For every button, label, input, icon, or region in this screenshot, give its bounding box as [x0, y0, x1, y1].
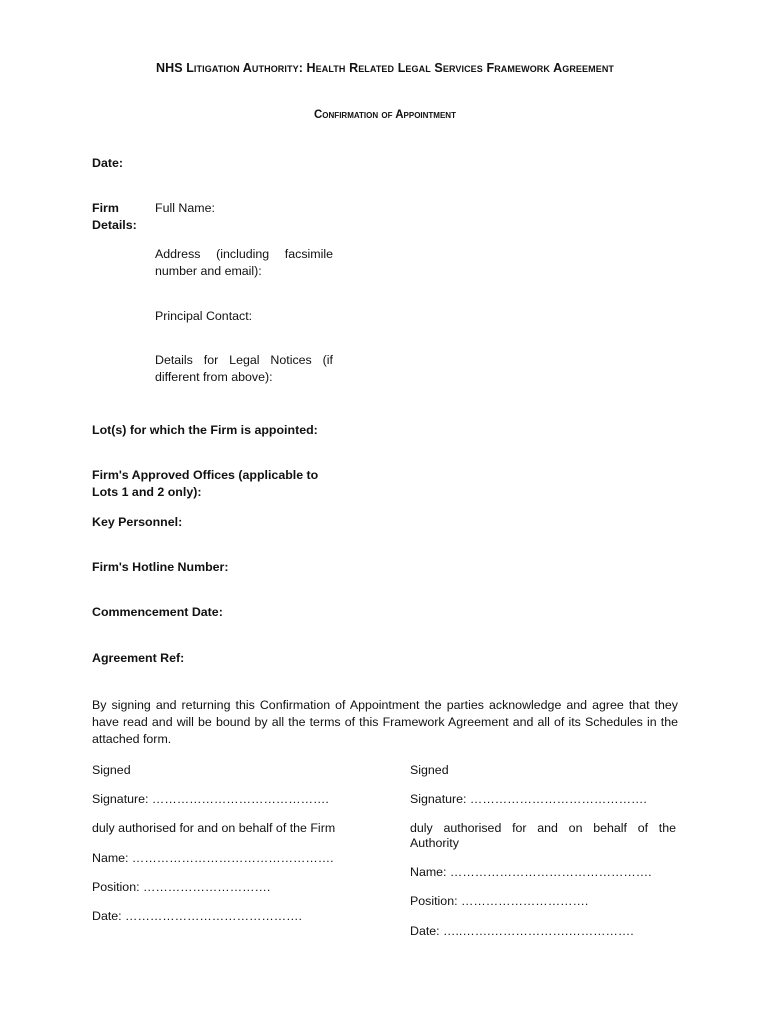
full-name-label: Full Name: [155, 201, 215, 215]
legal-notices-label-line1: Details for Legal Notices (if [155, 353, 333, 367]
firm-signature-line: Signature: ……………………………………. [92, 792, 329, 806]
acknowledgement-paragraph: By signing and returning this Confirmation of Appointment the parties acknowledge and agree that they have read and will be bound by all the terms of this Framework Agreement and all of its Schedules in the attached form. [92, 698, 678, 746]
commencement-date-label: Commencement Date: [92, 605, 223, 619]
authority-name-line: Name: …………………………………………. [410, 865, 652, 879]
date-label: Date: [92, 156, 123, 170]
principal-contact-label: Principal Contact: [155, 309, 253, 323]
firm-date-line: Date: ……………………………………. [92, 909, 302, 923]
agreement-ref-label: Agreement Ref: [92, 651, 185, 665]
firm-authorised-text: duly authorised for and on behalf of the Firm [92, 821, 336, 835]
document-subtitle: Confirmation of Appointment [314, 109, 456, 121]
authority-signed-label: Signed [410, 763, 449, 777]
authority-position-line: Position: …………………………. [410, 894, 589, 908]
approved-offices-label-line2: Lots 1 and 2 only): [92, 485, 202, 499]
address-label-line1: Address (including facsimile [155, 247, 333, 261]
firm-position-line: Position: …………………………. [92, 880, 271, 894]
firm-name-line: Name: …………………………………………. [92, 851, 334, 865]
firm-signed-label: Signed [92, 763, 131, 777]
authority-date-line: Date: …..…….……………….……………. [410, 924, 634, 938]
authority-authorised-text-line2: Authority [410, 836, 459, 850]
key-personnel-label: Key Personnel: [92, 515, 183, 529]
firm-details-label-line1: Firm [92, 201, 119, 215]
document-title: NHS Litigation Authority: Health Related Legal Services Framework Agreement [155, 61, 615, 75]
legal-notices-label-line2: different from above): [155, 370, 273, 384]
hotline-number-label: Firm's Hotline Number: [92, 560, 229, 574]
authority-authorised-text-line1: duly authorised for and on behalf of the [410, 821, 676, 835]
authority-signature-line: Signature: ……………………………………. [410, 792, 647, 806]
approved-offices-label-line1: Firm's Approved Offices (applicable to [92, 468, 319, 482]
address-label-line2: number and email): [155, 264, 262, 278]
firm-details-label-line2: Details: [92, 218, 137, 232]
lots-label: Lot(s) for which the Firm is appointed: [92, 423, 318, 437]
